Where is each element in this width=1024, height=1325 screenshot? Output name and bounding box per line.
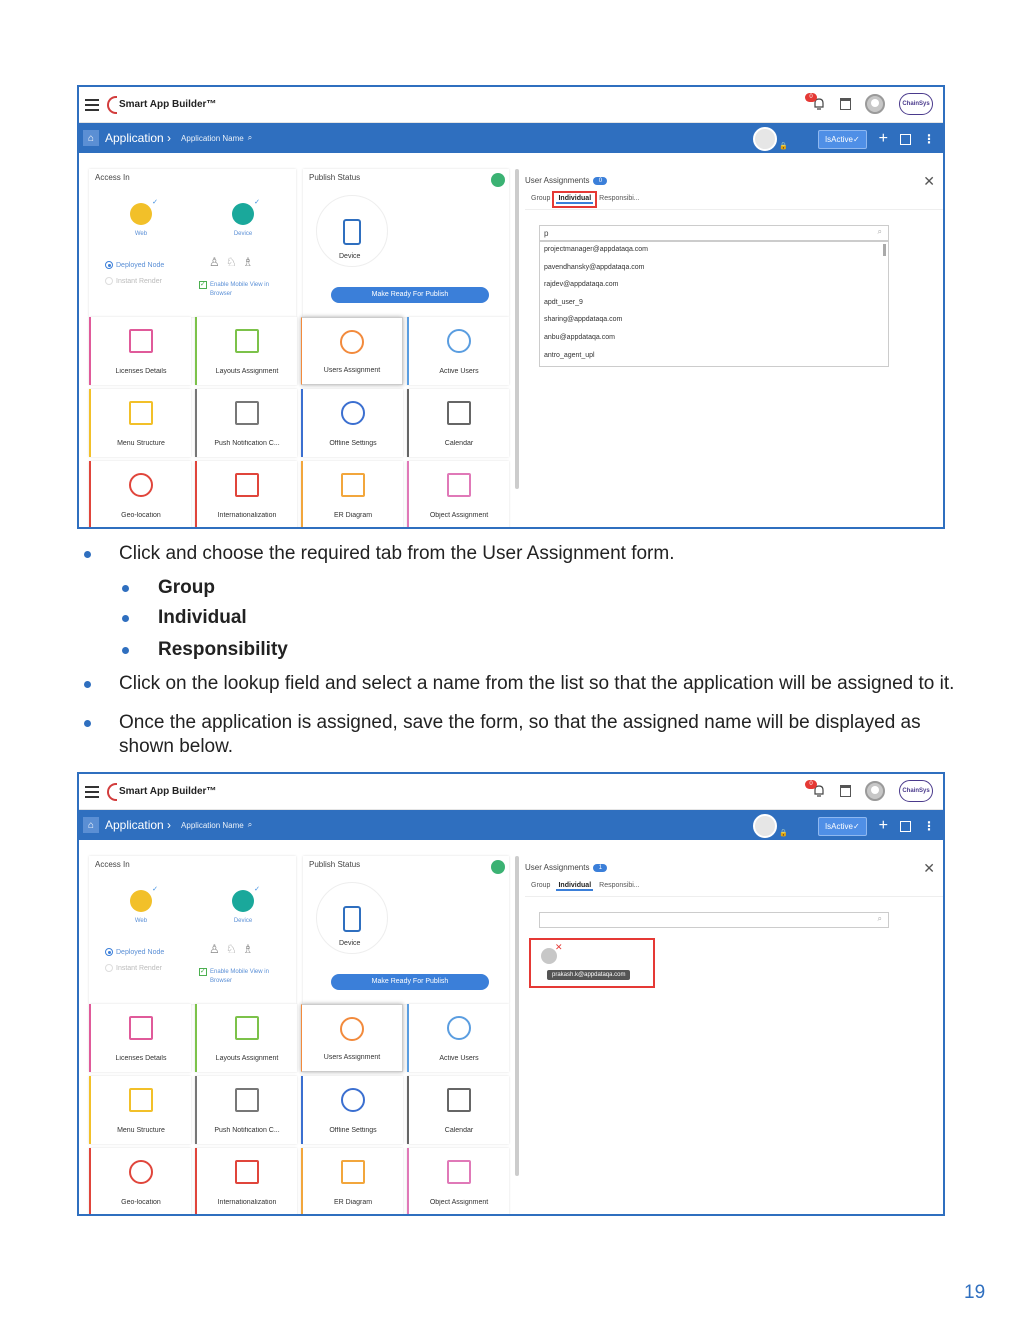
tile-label: Calendar: [444, 440, 474, 447]
tile-label: Object Assignment: [429, 1199, 489, 1206]
tile-label: Calendar: [444, 1127, 474, 1134]
user-assignments-title: [525, 176, 607, 185]
instant-render-label: Instant Render: [116, 277, 162, 285]
user-lookup-input[interactable]: [539, 912, 889, 928]
breadcrumb-app-name: Application Name: [181, 133, 244, 143]
menu-icon: [129, 1088, 153, 1112]
logo-text: Smart App Builder™: [119, 99, 217, 110]
search-icon[interactable]: ⌕: [877, 227, 882, 236]
save-icon[interactable]: [900, 821, 911, 832]
bullet-text: Click on the lookup field and select a name from the list so that the application will be assigned to it.: [119, 673, 955, 694]
device-mode[interactable]: [223, 890, 263, 924]
brand-logo: ChainSys: [899, 93, 933, 115]
assignment-count-badge: 0: [593, 177, 607, 185]
device-label: Device: [233, 231, 253, 237]
tile-label: Licenses Details: [115, 1055, 167, 1062]
enable-mobile-view-checkbox[interactable]: [199, 968, 287, 986]
access-in-panel: [89, 169, 296, 317]
device-label: Device: [233, 918, 253, 924]
geo-location-icon: [129, 1160, 153, 1184]
tile-label: ER Diagram: [333, 512, 373, 519]
sub-bullet-text: Group: [158, 577, 215, 598]
enable-mobile-view-checkbox[interactable]: [199, 281, 287, 299]
app-avatar[interactable]: [753, 127, 777, 151]
lock-icon: 🔒: [779, 143, 788, 150]
windows-icon[interactable]: ♗: [242, 942, 254, 956]
os-icons: [209, 942, 253, 956]
translate-icon: [235, 473, 259, 497]
app-logo: [107, 96, 216, 114]
tile-label: Push Notification C...: [214, 440, 280, 447]
radio-unselected-icon: [105, 964, 113, 972]
user-icon: [340, 330, 364, 354]
publish-status-title: Publish Status: [309, 173, 361, 182]
access-in-title: Access In: [95, 860, 130, 869]
web-icon: [130, 203, 152, 225]
app-avatar[interactable]: [753, 814, 777, 838]
os-icons: [209, 255, 253, 269]
is-active-button[interactable]: IsActive✓: [818, 817, 867, 836]
make-ready-for-publish-button[interactable]: Make Ready For Publish: [331, 974, 489, 990]
tab-individual[interactable]: Individual: [558, 882, 592, 889]
tab-individual[interactable]: Individual: [558, 195, 592, 202]
more-options-icon[interactable]: ⋮: [923, 132, 935, 146]
breadcrumb-app-name: Application Name: [181, 820, 244, 830]
enable-mobile-view-label: Enable Mobile View in Browser: [210, 282, 269, 297]
list-item[interactable]: sharing@appdataqa.com: [544, 316, 623, 324]
app-logo: [107, 783, 216, 801]
tile[interactable]: [195, 1076, 297, 1144]
panel-scrollbar[interactable]: [515, 856, 519, 1176]
tile-label: Users Assignment: [323, 1054, 381, 1061]
access-in-panel: [89, 856, 296, 1004]
radio-selected-icon: [105, 261, 113, 269]
tile[interactable]: [195, 317, 297, 385]
brand-logo: ChainSys: [899, 780, 933, 802]
add-icon[interactable]: +: [878, 130, 888, 147]
deployed-node-label: Deployed Node: [116, 948, 165, 956]
tile-label: Internationalization: [217, 1199, 277, 1206]
hamburger-menu-icon[interactable]: [85, 99, 99, 111]
publish-status-panel: [303, 856, 509, 1004]
tab-group[interactable]: Group: [531, 195, 551, 202]
tile-label: Object Assignment: [429, 512, 489, 519]
calendar-icon: [447, 1088, 471, 1112]
assigned-user-card: [529, 938, 655, 988]
radio-unselected-icon: [105, 277, 113, 285]
notification-bell-icon[interactable]: [809, 94, 826, 111]
add-icon[interactable]: +: [878, 817, 888, 834]
tile[interactable]: [407, 1076, 509, 1144]
geo-location-icon: [129, 473, 153, 497]
user-assignments-panel: [525, 169, 945, 529]
notification-badge: 0: [805, 93, 817, 102]
tile[interactable]: [195, 461, 297, 529]
tile-label: Layouts Assignment: [215, 368, 279, 375]
windows-icon[interactable]: ♗: [242, 255, 254, 269]
hamburger-menu-icon[interactable]: [85, 786, 99, 798]
tile-label: Licenses Details: [115, 368, 167, 375]
web-icon: [130, 890, 152, 912]
deployed-node-label: Deployed Node: [116, 261, 165, 269]
publish-icon[interactable]: [491, 860, 505, 874]
panel-scrollbar[interactable]: [515, 169, 519, 489]
apple-icon[interactable]: ♘: [225, 942, 237, 956]
tile-label: Layouts Assignment: [215, 1055, 279, 1062]
calendar-icon[interactable]: [840, 785, 851, 797]
er-diagram-icon: [341, 1160, 365, 1184]
publish-status-panel: [303, 169, 509, 317]
assignment-tabs: [531, 195, 640, 204]
tile[interactable]: [301, 1076, 403, 1144]
user-avatar[interactable]: [865, 94, 885, 114]
settings-tiles: [89, 317, 509, 529]
translate-icon: [235, 1160, 259, 1184]
instant-render-label: Instant Render: [116, 964, 162, 972]
user-assignments-title: [525, 863, 607, 872]
tile-label: Geo-location: [121, 512, 161, 519]
tile[interactable]: [301, 1148, 403, 1216]
menu-icon: [129, 401, 153, 425]
app-nav-bar: [79, 810, 943, 840]
bullet-text: Click and choose the required tab from the User Assignment form.: [119, 543, 675, 564]
notification-bell-icon[interactable]: [809, 781, 826, 798]
logo-swoosh-icon: [107, 783, 117, 801]
home-icon[interactable]: ⌂: [83, 130, 99, 146]
tile[interactable]: [407, 1148, 509, 1216]
apple-icon[interactable]: ♘: [225, 255, 237, 269]
notification-badge: 0: [805, 780, 817, 789]
tile-label: ER Diagram: [333, 1199, 373, 1206]
publish-status-title: Publish Status: [309, 860, 361, 869]
publish-device-label: Device: [339, 253, 361, 260]
tile-label: Active Users: [439, 1055, 479, 1062]
tile[interactable]: [89, 317, 191, 385]
user-lookup-input[interactable]: [539, 225, 889, 241]
tile[interactable]: [195, 1004, 297, 1072]
make-ready-for-publish-button[interactable]: Make Ready For Publish: [331, 287, 489, 303]
tile[interactable]: [301, 1004, 403, 1072]
publish-device-label: Device: [339, 940, 361, 947]
tab-responsibility[interactable]: Responsibi...: [599, 882, 640, 889]
tile-label: Internationalization: [217, 512, 277, 519]
tile[interactable]: [301, 461, 403, 529]
tile[interactable]: [89, 1076, 191, 1144]
tile-label: Active Users: [439, 368, 479, 375]
tile[interactable]: [89, 389, 191, 457]
enable-mobile-view-label: Enable Mobile View in Browser: [210, 969, 269, 984]
device-icon: [232, 890, 254, 912]
web-label: Web: [134, 918, 148, 924]
layout-icon: [235, 329, 259, 353]
app-nav-bar: [79, 123, 943, 153]
bullet-dot: [84, 720, 91, 727]
tile-label: Offline Settings: [329, 440, 377, 447]
web-mode[interactable]: [121, 890, 161, 924]
user-icon: [340, 1017, 364, 1041]
calendar-icon[interactable]: [840, 98, 851, 110]
tile[interactable]: [89, 1004, 191, 1072]
is-active-button[interactable]: IsActive✓: [818, 130, 867, 149]
radio-selected-icon: [105, 948, 113, 956]
er-diagram-icon: [341, 473, 365, 497]
close-icon[interactable]: ✕: [923, 173, 935, 189]
tile-label: Menu Structure: [117, 1127, 165, 1134]
android-icon[interactable]: ♙: [209, 255, 220, 269]
user-dropdown-list: [539, 241, 889, 367]
tile[interactable]: [195, 389, 297, 457]
list-item[interactable]: antro_agent_upl: [544, 351, 595, 359]
object-icon: [447, 1160, 471, 1184]
remove-user-icon[interactable]: ✕: [555, 942, 563, 952]
tile-label: Menu Structure: [117, 440, 165, 447]
bullet-dot: [84, 681, 91, 688]
page-number: 19: [964, 1282, 986, 1303]
bullet-text-continued: shown below.: [119, 736, 234, 757]
user-assignments-panel: [525, 856, 945, 1216]
instant-render-radio[interactable]: [105, 964, 162, 972]
license-icon: [129, 1016, 153, 1040]
more-options-icon[interactable]: ⋮: [923, 819, 935, 833]
web-label: Web: [134, 231, 148, 237]
assignment-count-badge: 1: [593, 864, 607, 872]
tile[interactable]: [407, 389, 509, 457]
list-item[interactable]: apdt_user_9: [544, 298, 583, 306]
search-icon[interactable]: ⌕: [247, 820, 253, 829]
tile[interactable]: [407, 317, 509, 385]
breadcrumb-application[interactable]: Application ›: [105, 131, 172, 145]
assigned-user-email: prakash.k@appdataqa.com: [547, 970, 630, 980]
web-mode[interactable]: [121, 203, 161, 237]
android-icon[interactable]: ♙: [209, 942, 220, 956]
save-icon[interactable]: [900, 134, 911, 145]
tile[interactable]: [407, 461, 509, 529]
lock-icon: 🔒: [779, 830, 788, 837]
sub-bullet-text: Individual: [158, 607, 247, 628]
user-assignments-title-text: User Assignments: [525, 176, 590, 185]
device-icon: [232, 203, 254, 225]
phone-icon: [343, 906, 361, 932]
tile[interactable]: [89, 461, 191, 529]
checkbox-icon: ✓: [200, 281, 206, 288]
object-icon: [447, 473, 471, 497]
tile-label: Push Notification C...: [214, 1127, 280, 1134]
tab-group[interactable]: Group: [531, 882, 551, 889]
deployed-node-radio[interactable]: [105, 261, 164, 269]
tabs-divider: [525, 896, 945, 897]
app-top-bar: [79, 774, 943, 810]
push-notification-icon: [235, 1088, 259, 1112]
dropdown-scrollbar[interactable]: [883, 244, 886, 256]
search-icon[interactable]: ⌕: [877, 914, 882, 923]
bullet-dot: [122, 585, 129, 592]
user-assignments-title-text: User Assignments: [525, 863, 590, 872]
tile[interactable]: [407, 1004, 509, 1072]
bullet-dot: [84, 551, 91, 558]
license-icon: [129, 329, 153, 353]
access-in-title: Access In: [95, 173, 130, 182]
checkbox-icon: ✓: [200, 968, 206, 975]
logo-swoosh-icon: [107, 96, 117, 114]
search-icon[interactable]: ⌕: [247, 133, 253, 142]
phone-icon: [343, 219, 361, 245]
tile[interactable]: [301, 317, 403, 385]
logo-text: Smart App Builder™: [119, 786, 217, 797]
offline-icon: [341, 1088, 365, 1112]
home-icon[interactable]: ⌂: [83, 817, 99, 833]
instant-render-radio[interactable]: [105, 277, 162, 285]
close-icon[interactable]: ✕: [923, 860, 935, 876]
breadcrumb-application[interactable]: Application ›: [105, 818, 172, 832]
tile-label: Geo-location: [121, 1199, 161, 1206]
bullet-text: Once the application is assigned, save the form, so that the assigned name will be displayed as: [119, 712, 921, 733]
active-user-icon: [447, 1016, 471, 1040]
publish-icon[interactable]: [491, 173, 505, 187]
assignment-tabs: [531, 882, 640, 891]
screenshot-user-assignment-lookup: [77, 85, 945, 529]
push-notification-icon: [235, 401, 259, 425]
deployed-node-radio[interactable]: [105, 948, 164, 956]
active-user-icon: [447, 329, 471, 353]
tile[interactable]: [195, 1148, 297, 1216]
device-mode[interactable]: [223, 203, 263, 237]
tabs-divider: [525, 209, 945, 210]
offline-icon: [341, 401, 365, 425]
tile[interactable]: [89, 1148, 191, 1216]
user-avatar[interactable]: [865, 781, 885, 801]
app-top-bar: [79, 87, 943, 123]
screenshot-user-assigned: [77, 772, 945, 1216]
tile-label: Offline Settings: [329, 1127, 377, 1134]
bullet-dot: [122, 647, 129, 654]
sub-bullet-text: Responsibility: [158, 639, 288, 660]
tile-label: Users Assignment: [323, 367, 381, 374]
calendar-icon: [447, 401, 471, 425]
list-item[interactable]: pavendhansky@appdataqa.com: [544, 263, 645, 271]
list-item[interactable]: projectmanager@appdataqa.com: [544, 246, 649, 253]
list-item[interactable]: rajdev@appdataqa.com: [544, 281, 619, 289]
bullet-dot: [122, 615, 129, 622]
list-item[interactable]: anbu@appdataqa.com: [544, 333, 615, 341]
tab-responsibility[interactable]: Responsibi...: [599, 195, 640, 202]
settings-tiles: [89, 1004, 509, 1216]
layout-icon: [235, 1016, 259, 1040]
lookup-value: p: [544, 229, 549, 238]
tile[interactable]: [301, 389, 403, 457]
